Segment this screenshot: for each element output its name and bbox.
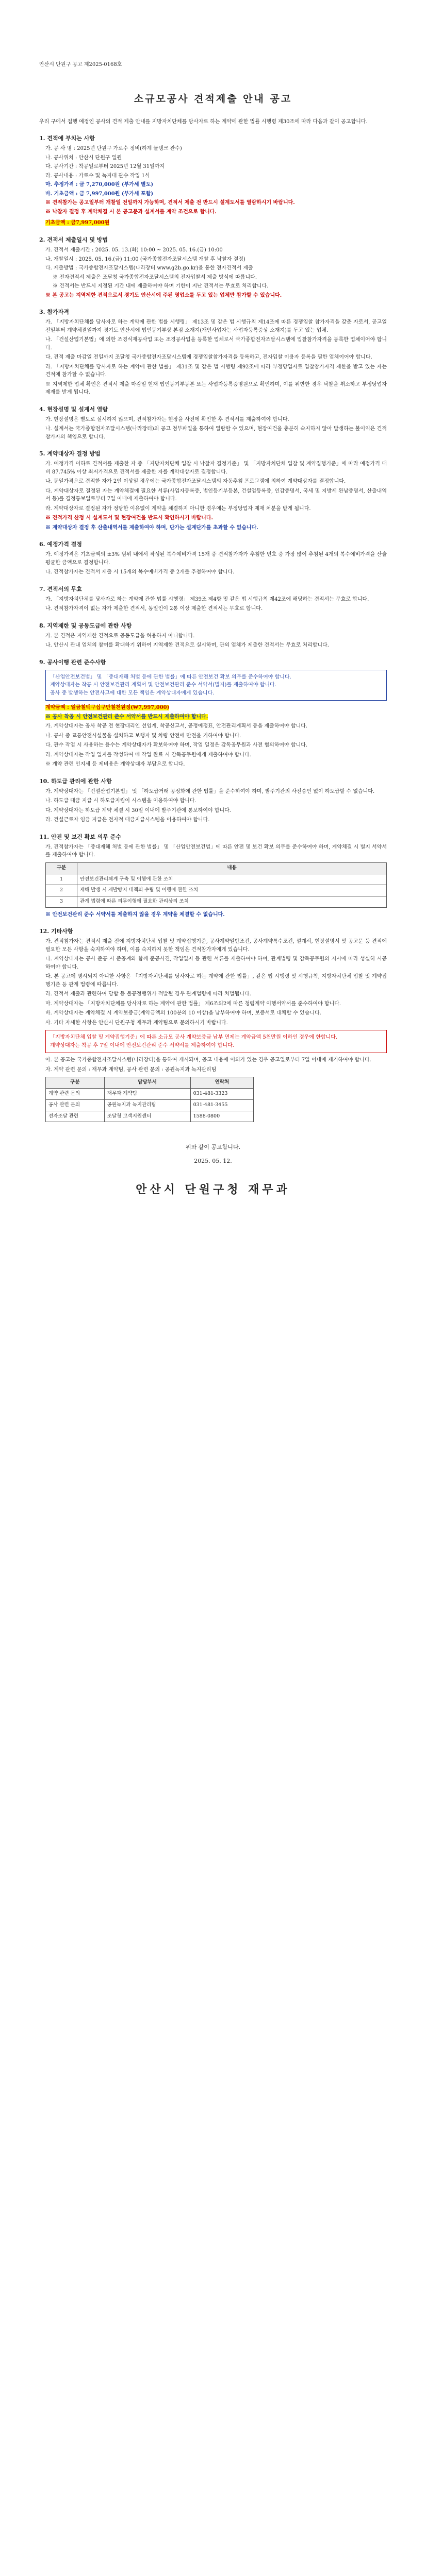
table-cell: 공사 관련 문의 (46, 1099, 105, 1111)
section-heading: 1. 견적에 부치는 사항 (39, 135, 95, 142)
paragraph: 라. 계약상대자는 작업 일지를 작성하여 매 작업 완료 시 감독공무원에게 제출하여야 합니다. (45, 752, 251, 758)
section-1 (39, 134, 387, 227)
notice-date: 2025. 05. 12. (194, 1158, 232, 1165)
list-item: 나. 공사위치 : 안산시 단원구 일원 (45, 155, 122, 161)
list-item: 라. 공사내용 : 가로수 및 녹지대 관수 작업 1식 (45, 173, 150, 179)
note-text: ※ 견적서는 반드시 지정된 기간 내에 제출하여야 하며 기한이 지난 견적서는 무효로 처리합니다. (53, 283, 269, 290)
note-text: ※ 계약 관련 인지세 등 제비용은 계약상대자 부담으로 합니다. (45, 761, 185, 768)
list-item: 나. 개찰일시 : 2025. 05. 16.(금) 11:00 (국가종합전자조달시스템 개찰 후 낙찰자 결정) (45, 256, 245, 262)
closing-text: 위와 같이 공고합니다. (185, 1144, 241, 1151)
section-heading: 8. 지역제한 및 공동도급에 관한 사항 (39, 622, 132, 629)
section-4 (39, 405, 387, 442)
box-item: 공사 중 발생하는 안전사고에 대한 모든 책임은 계약상대자에게 있습니다. (50, 690, 215, 696)
table-row (46, 1099, 254, 1111)
table-cell: 재해 발생 시 재발방지 대책의 수립 및 이행에 관한 조치 (77, 885, 387, 896)
section-heading: 2. 견적서 제출일시 및 방법 (39, 236, 108, 243)
paragraph: 다. 본 공고에 명시되지 아니한 사항은 「지방자치단체를 당사자로 하는 계약에 관한 법률」, 같은 법 시행령 및 시행규칙, 지방자치단체 입찰 및 계약집행기준 등 관계 법령에 따릅니다. (45, 974, 387, 988)
paragraph: 자. 계약 관련 문의 : 재무과 계약팀, 공사 관련 문의 : 공원녹지과 녹지관리팀 (45, 1066, 217, 1073)
safety-box (45, 670, 387, 701)
section-12 (39, 927, 387, 1122)
table-cell: 3 (46, 896, 77, 908)
paragraph: 바. 계약상대자는 계약체결 시 계약보증금(계약금액의 100분의 10 이상)을 납부하여야 하며, 보증서로 대체할 수 있습니다. (45, 1010, 321, 1016)
warning-text: ※ 견적참가는 공고일부터 개찰일 전일까지 가능하며, 견적서 제출 전 반드시 설계도서를 열람하시기 바랍니다. (45, 200, 295, 206)
intro-text: 우리 구에서 집행 예정인 공사의 견적 제출 안내를 지방자치단체를 당사자로 하는 계약에 관한 법률 시행령 제30조에 따라 다음과 같이 공고합니다. (39, 118, 368, 125)
note-text: ※ 안전보건관리 준수 서약서를 제출하지 않을 경우 계약을 체결할 수 없습니다. (45, 911, 225, 918)
paragraph: 가. 계약상대자는 「건설산업기본법」 및 「하도급거래 공정화에 관한 법률」을 준수하여야 하며, 발주기관의 사전승인 없이 하도급할 수 없습니다. (45, 788, 375, 794)
paragraph: 가. 「지방자치단체를 당사자로 하는 계약에 관한 법률 시행령」 제13조 및 같은 법 시행규칙 제14조에 따른 경쟁입찰 참가자격을 갖춘 자로서, 공고일 전일부터 계약체결일까지 경기도 안산시에 법인등기부상 본점 소재지(개인사업자는 사업자등록증상 소재지)를 두고 있는 업체. (45, 319, 387, 333)
section-6 (39, 540, 387, 577)
section-7 (39, 585, 387, 613)
table-row (46, 1089, 254, 1100)
list-item: 가. 견적서 제출기간 : 2025. 05. 13.(화) 10:00 ~ 2025. 05. 16.(금) 10:00 (45, 247, 223, 253)
paragraph: 가. 견적참가자는 「중대재해 처벌 등에 관한 법률」 및 「산업안전보건법」에 따른 안전 및 보건 확보 의무를 준수하여야 하며, 계약체결 시 별지 서약서를 제출하여야 합니다. (45, 844, 387, 858)
paragraph: 가. 예정가격 이하로 견적서를 제출한 자 중 「지방자치단체 입찰 시 낙찰자 결정기준」 및 「지방자치단체 입찰 및 계약집행기준」에 따라 예정가격 대비 87.745% 이상 최저가격으로 견적서를 제출한 자를 계약대상자로 결정합니다. (45, 461, 387, 475)
paragraph: 가. 본 견적은 지역제한 견적으로 공동도급을 허용하지 아니합니다. (45, 633, 195, 639)
table-cell: 1 (46, 874, 77, 885)
paragraph: 다. 계약대상자로 결정된 자는 계약체결에 필요한 서류(사업자등록증, 법인등기부등본, 건설업등록증, 인감증명서, 국세 및 지방세 완납증명서, 산출내역서 등)를 결정통보일로부터 7일 이내에 제출하여야 합니다. (45, 488, 387, 502)
table-cell: 031-481-3323 (190, 1089, 254, 1100)
table-cell: 1588-0800 (190, 1111, 254, 1122)
paragraph: 가. 현장설명은 별도로 실시하지 않으며, 견적참가자는 현장을 사전에 확인한 후 견적서를 제출하여야 합니다. (45, 416, 289, 422)
paragraph: 나. 안산시 관내 업체의 참여를 확대하기 위하여 지역제한 견적으로 실시하며, 관외 업체가 제출한 견적서는 무효로 처리합니다. (45, 642, 329, 649)
paragraph: 가. 계약상대자는 공사 착공 전 현장대리인 선임계, 착공신고서, 공정예정표, 안전관리계획서 등을 제출하여야 합니다. (45, 723, 308, 730)
paragraph: 라. 견적서 제출과 관련하여 담합 등 불공정행위가 적발될 경우 관계법령에 따라 처벌됩니다. (45, 991, 251, 997)
table-cell: 2 (46, 885, 77, 896)
regional-restriction-note: ※ 본 공고는 지역제한 견적으로서 경기도 안산시에 주된 영업소를 두고 있는 업체만 참가할 수 있습니다. (45, 292, 282, 298)
paragraph: 나. 하도급 대금 지급 시 하도급지킴이 시스템을 이용하여야 합니다. (45, 798, 196, 804)
section-10 (39, 777, 387, 824)
table-cell: 전자조달 관련 (46, 1111, 105, 1122)
paragraph: 라. 건설근로자 임금 지급은 전자적 대금지급시스템을 이용하여야 합니다. (45, 817, 210, 823)
section-5 (39, 449, 387, 532)
table-cell: 공원녹지과 녹지관리팀 (104, 1099, 190, 1111)
table-row (46, 874, 387, 885)
table-header: 연락처 (190, 1077, 254, 1089)
red-note: ※ 견적가격 산정 시 설계도서 및 현장여건을 반드시 확인하시기 바랍니다. (45, 515, 213, 521)
section-heading: 12. 기타사항 (39, 928, 73, 935)
paragraph: 아. 본 공고는 국가종합전자조달시스템(나라장터)을 통하여 게시되며, 공고 내용에 이의가 있는 경우 공고일로부터 7일 이내에 제기하여야 합니다. (45, 1057, 371, 1063)
table-row (46, 885, 387, 896)
paragraph: 나. 견적참가자격이 없는 자가 제출한 견적서, 동일인이 2통 이상 제출한 견적서는 무효로 합니다. (45, 606, 263, 612)
paragraph: 다. 계약상대자는 하도급 계약 체결 시 30일 이내에 발주기관에 통보하여야 합니다. (45, 807, 231, 814)
base-price-highlight: 기초금액 : 금7,997,000원 (45, 220, 110, 226)
table-header: 구분 (46, 862, 77, 874)
paragraph: 가. 예정가격은 기초금액의 ±3% 범위 내에서 작성된 복수예비가격 15개 중 견적참가자가 추첨한 번호 중 가장 많이 추첨된 4개의 복수예비가격을 산술평균한 금액으로 결정합니다. (45, 552, 387, 566)
section-heading: 11. 안전 및 보건 확보 의무 준수 (39, 833, 121, 840)
table-cell: 계약 관련 문의 (46, 1089, 105, 1100)
list-item: 다. 공사기간 : 착공일로부터 2025년 12월 31일까지 (45, 164, 165, 170)
blue-note: ※ 계약대상자 결정 후 산출내역서를 제출하여야 하며, 단가는 설계단가를 초과할 수 없습니다. (45, 524, 258, 531)
table-row (46, 1111, 254, 1122)
safety-duty-table (45, 862, 387, 908)
section-heading: 3. 참가자격 (39, 309, 69, 316)
section-9 (39, 658, 387, 769)
box-item: 계약상대자는 착공 후 7일 이내에 안전보건관리 준수 서약서를 제출하여야 합니다. (50, 1042, 234, 1048)
paragraph: 나. 공사 중 교통안전시설물을 설치하고 보행자 및 차량 안전에 만전을 기하여야 합니다. (45, 733, 241, 739)
paragraph: 라. 「지방자치단체를 당사자로 하는 계약에 관한 법률」 제31조 및 같은 법 시행령 제92조에 따라 부정당업자로 입찰참가자격 제한을 받고 있는 자는 견적에 참가할 수 없습니다. (45, 364, 387, 378)
section-3 (39, 308, 387, 397)
page-title: 소규모공사 견적제출 안내 공고 (134, 93, 292, 105)
notice-number: 안산시 단원구 공고 제2025-0168호 (39, 62, 122, 67)
table-header: 구분 (46, 1077, 105, 1089)
paragraph: 나. 동일가격으로 견적한 자가 2인 이상일 경우에는 국가종합전자조달시스템의 자동추첨 프로그램에 의하여 계약대상자를 결정합니다. (45, 479, 346, 485)
paragraph: 나. 설계서는 국가종합전자조달시스템(나라장터)의 공고 첨부파일을 통하여 열람할 수 있으며, 현장여건을 충분히 숙지하지 않아 발생하는 불이익은 견적참가자의 책임으로 합니다. (45, 426, 387, 440)
paragraph: 사. 기타 자세한 사항은 안산시 단원구청 재무과 계약팀으로 문의하시기 바랍니다. (45, 1020, 228, 1026)
contact-table (45, 1077, 254, 1122)
warning-text: ※ 낙찰자 결정 후 계약체결 시 본 공고문과 설계서를 계약 조건으로 합니다. (45, 209, 217, 215)
table-cell: 안전보건관리체계 구축 및 이행에 관한 조치 (77, 874, 387, 885)
section-heading: 6. 예정가격 결정 (39, 541, 82, 548)
box-item: 「지방자치단체 입찰 및 계약집행기준」에 따른 소규모 공사 계약보증금 납부 면제는 계약금액 5천만원 이하인 경우에 한합니다. (50, 1035, 338, 1041)
paragraph: 마. 계약상대자는 「지방자치단체를 당사자로 하는 계약에 관한 법률」 제6조의2에 따른 청렴계약 이행서약서를 준수하여야 합니다. (45, 1001, 341, 1007)
section-heading: 4. 현장설명 및 설계서 열람 (39, 405, 108, 413)
red-notice-box (45, 1030, 387, 1053)
section-heading: 7. 견적서의 무효 (39, 585, 82, 592)
paragraph: 나. 계약상대자는 공사 준공 시 준공계와 함께 준공사진, 작업일지 등 관련 서류를 제출하여야 하며, 관계법령 및 감독공무원의 지시에 따라 성실히 시공하여야 합니다. (45, 956, 387, 970)
table-row (46, 896, 387, 908)
section-8 (39, 621, 387, 650)
section-11 (39, 833, 387, 919)
list-item: 다. 제출방법 : 국가종합전자조달시스템(나라장터 www.g2b.go.kr)을 통한 전자견적서 제출 (45, 265, 253, 272)
table-cell: 재무과 계약팀 (104, 1089, 190, 1100)
table-cell: 조달청 고객지원센터 (104, 1111, 190, 1122)
table-header: 내용 (77, 862, 387, 874)
note-text: ※ 전자견적서 제출은 조달청 국가종합전자조달시스템의 전자입찰서 제출 방식에 따릅니다. (53, 274, 257, 280)
note-text: ※ 지역제한 업체 확인은 견적서 제출 마감일 현재 법인등기부등본 또는 사업자등록증명원으로 확인하며, 이를 위반한 경우 낙찰을 취소하고 부정당업자 제재를 받게 됩니다. (45, 381, 387, 396)
base-price: 바. 기초금액 : 금 7,997,000원 (부가세 포함) (45, 191, 154, 197)
box-item: 「산업안전보건법」 및 「중대재해 처벌 등에 관한 법률」에 따른 안전보건 확보 의무를 준수하여야 합니다. (50, 674, 291, 680)
box-item: 계약상대자는 착공 시 안전보건관리 계획서 및 안전보건관리 준수 서약서(별지)를 제출하여야 합니다. (50, 682, 276, 688)
list-item: 가. 공 사 명 : 2025년 단원구 가로수 정비(하계 물탱크 관수) (45, 146, 182, 152)
paragraph: 라. 계약대상자로 결정된 자가 정당한 이유없이 계약을 체결하지 아니한 경우에는 부정당업자 제재 처분을 받게 됩니다. (45, 505, 311, 512)
pledge-highlight: ※ 공사 착공 시 안전보건관리 준수 서약서를 반드시 제출하여야 합니다. (45, 714, 208, 720)
table-cell: 관계 법령에 따른 의무이행에 필요한 관리상의 조치 (77, 896, 387, 908)
paragraph: 가. 「지방자치단체를 당사자로 하는 계약에 관한 법률 시행령」 제39조 제4항 및 같은 법 시행규칙 제42조에 해당하는 견적서는 무효로 합니다. (45, 596, 369, 602)
table-header: 담당부서 (104, 1077, 190, 1089)
paragraph: 나. 「건설산업기본법」에 의한 조경식재공사업 또는 조경공사업을 등록한 업체로서 국가종합전자조달시스템에 입찰참가자격을 등록한 업체이어야 합니다. (45, 337, 387, 351)
paragraph: 다. 관수 작업 시 사용하는 용수는 계약상대자가 확보하여야 하며, 작업 일정은 감독공무원과 사전 협의하여야 합니다. (45, 742, 308, 749)
issuing-organization: 안산시 단원구청 재무과 (136, 1183, 290, 1197)
paragraph: 나. 견적참가자는 견적서 제출 시 15개의 복수예비가격 중 2개를 추첨하여야 합니다. (45, 569, 235, 575)
section-heading: 9. 공사이행 관련 준수사항 (39, 658, 106, 666)
section-2 (39, 235, 387, 299)
section-heading: 5. 계약대상자 결정 방법 (39, 450, 101, 457)
contract-amount-highlight: 계약금액 : 일금칠백구십구만칠천원정(₩7,997,000) (45, 705, 170, 711)
paragraph: 다. 견적 제출 마감일 전일까지 조달청 국가종합전자조달시스템에 경쟁입찰참가자격을 등록하고, 전자입찰 이용자 등록을 필한 업체이어야 합니다. (45, 354, 372, 361)
estimated-price: 마. 추정가격 : 금 7,270,000원 (부가세 별도) (45, 182, 154, 188)
section-heading: 10. 하도급 관리에 관한 사항 (39, 777, 112, 785)
paragraph: 가. 견적참가자는 견적서 제출 전에 지방자치단체 입찰 및 계약집행기준, 공사계약일반조건, 공사계약특수조건, 설계서, 현장설명서 및 공고문 등 견적에 필요한 모든 사항을 숙지하여야 하며, 이를 숙지하지 못한 책임은 견적참가자에게 있습니다. (45, 939, 387, 953)
table-cell: 031-481-3455 (190, 1099, 254, 1111)
